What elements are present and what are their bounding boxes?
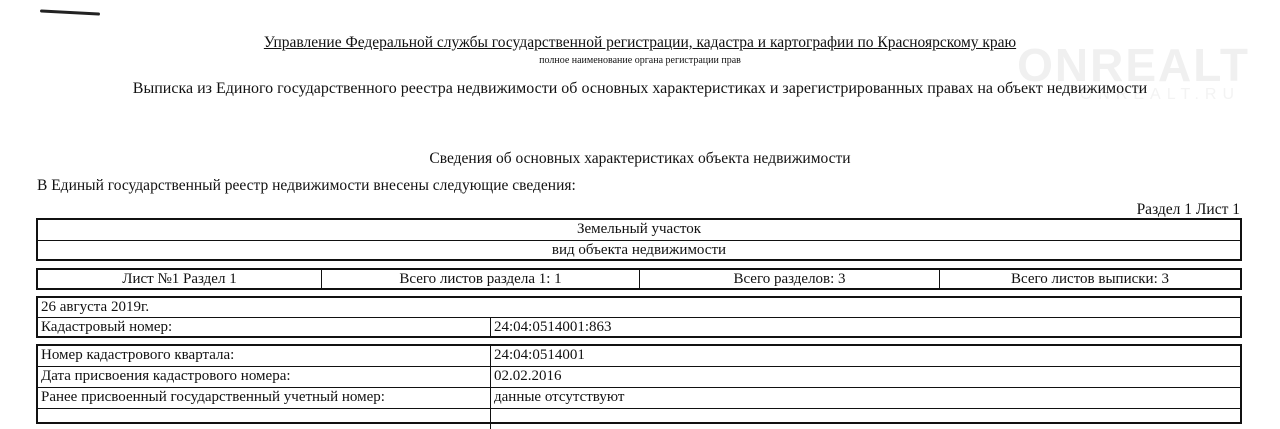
watermark-logo: ONREALT <box>1017 39 1250 91</box>
cadastral-number-label: Кадастровый номер: <box>38 318 491 338</box>
attribute-value-cut <box>491 409 1240 429</box>
pen-mark <box>40 9 100 15</box>
object-type-value: Земельный участок <box>576 221 702 237</box>
cadastral-number-value: 24:04:0514001:863 <box>494 319 612 335</box>
agency-caption: полное наименование органа регистрации прав <box>539 55 741 66</box>
attribute-label: Ранее присвоенный государственный учетный номер: <box>38 388 491 408</box>
table-row <box>38 346 1240 366</box>
table-row <box>38 387 1240 408</box>
sheet-number: Лист №1 Раздел 1 <box>122 271 237 287</box>
attribute-value: 02.02.2016 <box>494 368 562 384</box>
section-title: Сведения об основных характеристиках объекта недвижимости <box>429 150 851 167</box>
cadastral-number-row <box>38 318 1240 338</box>
section-sheet-label: Раздел 1 Лист 1 <box>1136 201 1240 218</box>
sheets-in-section: Всего листов раздела 1: 1 <box>321 270 639 288</box>
attribute-value: 24:04:0514001 <box>494 347 585 363</box>
watermark-logo-sub: ONREALT.RU <box>1079 86 1240 103</box>
attribute-label: Номер кадастрового квартала: <box>38 346 491 366</box>
document-title: Выписка из Единого государственного реестра недвижимости об основных характеристиках и зарегистрированных правах на объект недвижимости <box>132 80 1148 97</box>
sheet-info-row <box>36 268 1242 290</box>
total-sections: Всего разделов: 3 <box>639 270 939 288</box>
object-type-label: вид объекта недвижимости <box>38 240 1240 261</box>
intro-text: В Единый государственный реестр недвижимости внесены следующие сведения: <box>37 177 576 194</box>
agency-title: Управление Федеральной службы государственной регистрации, кадастра и картографии по Красноярскому краю <box>263 34 1017 51</box>
attribute-label-cut <box>38 409 491 429</box>
record-box <box>36 296 1242 338</box>
attributes-table <box>36 344 1242 424</box>
record-date: 26 августа 2019г. <box>38 298 1240 318</box>
object-type-box <box>36 218 1242 261</box>
total-sheets: Всего листов выписки: 3 <box>939 270 1240 288</box>
attribute-value: данные отсутствуют <box>494 389 625 405</box>
table-row-cut <box>38 408 1240 429</box>
table-row <box>38 366 1240 387</box>
attribute-label: Дата присвоения кадастрового номера: <box>38 367 491 387</box>
